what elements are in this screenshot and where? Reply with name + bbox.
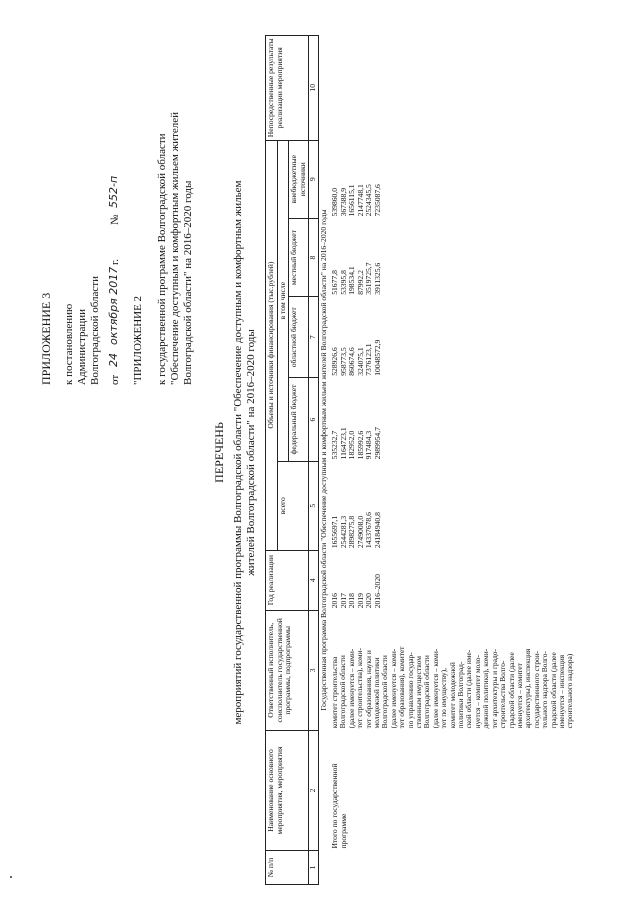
header-federal: федеральный бюджет (289, 378, 309, 462)
program-row: Государственная программа Волгоградской области "Обеспечение доступным и комфортным жильем жителей Волгоградской области" на 2016–2020 годы (319, 209, 329, 711)
col-number: 8 (309, 218, 319, 296)
col-number: 1 (309, 851, 319, 885)
year-value: 2016 (329, 593, 339, 609)
appendix-date-prefix: от (109, 374, 121, 385)
document-title: ПЕРЕЧЕНЬ (212, 422, 226, 483)
extra-value: 7235087,6 (372, 184, 382, 217)
col-number: 10 (309, 36, 319, 141)
executor-line: тет по имуществу), (439, 668, 449, 729)
total-value: 24184940,8 (372, 512, 382, 549)
executor-line: тет образования), комитет (397, 646, 407, 729)
regional-value: 528926,6 (329, 347, 339, 376)
executor-line: тет образования, науки и (363, 650, 373, 729)
extra-value: 539860,0 (329, 187, 339, 217)
total-value: 1655697,1 (329, 515, 339, 549)
executor-line: политики Волгоград- (456, 661, 466, 729)
executor-line: тельного надзора Волго- (540, 651, 550, 729)
local-cell (330, 218, 576, 296)
header-executor: Ответственный исполнитель, соисполнитель государственной программы, подпрограммы (266, 610, 309, 730)
federal-value: 182952,0 (347, 430, 357, 460)
regional-value: 958773,5 (338, 347, 348, 376)
header-local: местный бюджет (289, 218, 309, 296)
executor-line: нуется – комитет моло- (472, 655, 482, 729)
col-number: 4 (309, 550, 319, 610)
executor-line: молодежной политики (372, 657, 381, 729)
col-number: 9 (309, 140, 319, 218)
executor-line: градской области (далее (548, 652, 558, 729)
executor-line: комитет молодежной (447, 662, 457, 729)
executor-line: градской области (далее (506, 652, 516, 729)
total-value: 2544281,3 (338, 515, 348, 549)
year-value: 2020 (364, 593, 374, 609)
federal-value: 185992,6 (355, 430, 365, 460)
appendix-number-prefix: № (109, 214, 121, 225)
header-total: всего (277, 461, 309, 550)
total-label: Итого по государственной программе (329, 763, 348, 849)
local-value: 3911325,6 (372, 262, 382, 295)
executor-line: ской области (далее име- (464, 649, 474, 729)
appendix-number-value: 552-п (107, 175, 120, 208)
extra-value: 2524345,5 (364, 184, 374, 217)
regional-value: 860674,6 (347, 347, 357, 376)
local-value: 87992,2 (355, 270, 365, 295)
executor-line: по управлению государ- (405, 652, 415, 729)
executor-cell (330, 610, 576, 730)
year-value: 2019 (355, 593, 365, 609)
header-extra: внебюджетные источники (289, 140, 309, 218)
scan-speck (10, 876, 12, 878)
executor-line: именуется – инспекция (556, 654, 566, 729)
federal-cell (330, 378, 576, 462)
federal-value: 535232,7 (329, 430, 339, 460)
extra-value: 2147748,1 (355, 184, 365, 217)
year-value: 2016–2020 (372, 574, 382, 609)
header-regional: областной бюджет (289, 297, 309, 378)
executor-line: (далее именуется – коми- (388, 648, 398, 729)
executor-line: (далее именуется – коми- (346, 648, 356, 729)
federal-value: 917484,3 (364, 430, 374, 460)
appendix-line-3: Волгоградской области (89, 276, 101, 385)
year-value: 2018 (347, 593, 357, 609)
executor-line: комитет строительства (329, 656, 339, 729)
appendix2-line-1: к государственной программе Волгоградской области (156, 133, 168, 385)
col-number: 2 (309, 730, 319, 850)
local-value: 198534,1 (347, 266, 357, 295)
col-number: 5 (309, 461, 319, 550)
executor-line: Волгоградской области (422, 655, 432, 729)
header-funding: Объемы и источники финансирования (тыс.рублей) (266, 140, 278, 550)
local-value: 51677,8 (329, 270, 339, 295)
measures-table (265, 35, 576, 885)
total-value: 2749008,0 (355, 515, 365, 549)
appendix-title: ПРИЛОЖЕНИЕ 3 (39, 292, 53, 385)
col-number: 3 (309, 610, 319, 730)
year-value: 2017 (338, 593, 348, 609)
document-subtitle-1: мероприятий государственной программы Волгоградской области "Обеспечение доступным и комфортным жильем (232, 180, 244, 725)
regional-value: 10048572,9 (372, 339, 382, 376)
header-including: в том числе (277, 140, 289, 461)
federal-value: 2989954,7 (372, 427, 382, 460)
col-number: 6 (309, 378, 319, 462)
appendix-line-2: Администрации (76, 308, 88, 385)
local-value: 3519725,7 (364, 262, 374, 295)
total-value: 14337678,6 (364, 512, 374, 549)
extra-value: 367388,9 (338, 187, 348, 217)
document-subtitle-2: жителей Волгоградской области" на 2016–2020 годы (245, 329, 257, 576)
appendix2-line-2: "Обеспечение доступным и комфортным жильем жителей (169, 111, 181, 385)
year-cell (330, 550, 576, 610)
header-results: Непосредственные результаты реализации мероприятия (266, 36, 309, 141)
executor-line: архитектуры), инспекция (523, 648, 533, 729)
header-no: № п/п (266, 851, 309, 885)
regional-value: 7376123,1 (364, 343, 374, 376)
federal-value: 1164723,1 (338, 427, 348, 460)
results-cell (330, 36, 576, 141)
executor-line: Волгоградской области (380, 655, 390, 729)
appendix-date-month-year: октября 2017 (107, 266, 120, 345)
executor-line: (далее именуется – коми- (430, 648, 440, 729)
appendix-date-day: 24 (107, 353, 120, 367)
executor-line: строительного надзора) (565, 653, 575, 729)
header-name: Наименование основного мероприятия, мероприятия (266, 730, 309, 850)
executor-line: государственного строи- (531, 650, 541, 729)
executor-line: дежной политики), коми- (481, 648, 491, 729)
executor-line: Волгоградской области (338, 655, 348, 729)
executor-line: строительства Волго- (498, 660, 508, 729)
executor-line: тет строительства), коми- (355, 648, 365, 729)
total-cell (330, 461, 576, 550)
col-number: 7 (309, 297, 319, 378)
appendix-date-suffix: г. (109, 258, 121, 265)
appendix-line-1: к постановлению (63, 303, 75, 385)
extra-cell (330, 140, 576, 218)
appendix2-line-3: Волгоградской области" на 2016–2020 годы (182, 180, 194, 385)
executor-line: тет архитектуры и градо- (489, 649, 499, 729)
total-value: 2898275,8 (347, 515, 357, 549)
regional-cell (330, 297, 576, 378)
regional-value: 324075,1 (355, 347, 365, 376)
appendix2-title: "ПРИЛОЖЕНИЕ 2 (132, 295, 144, 385)
executor-line: именуется – комитет (514, 663, 524, 729)
local-value: 53395,8 (338, 270, 348, 295)
executor-line: ственным имуществом (414, 656, 424, 729)
header-year: Год реализации (266, 550, 309, 610)
extra-value: 1656115,1 (347, 184, 357, 217)
